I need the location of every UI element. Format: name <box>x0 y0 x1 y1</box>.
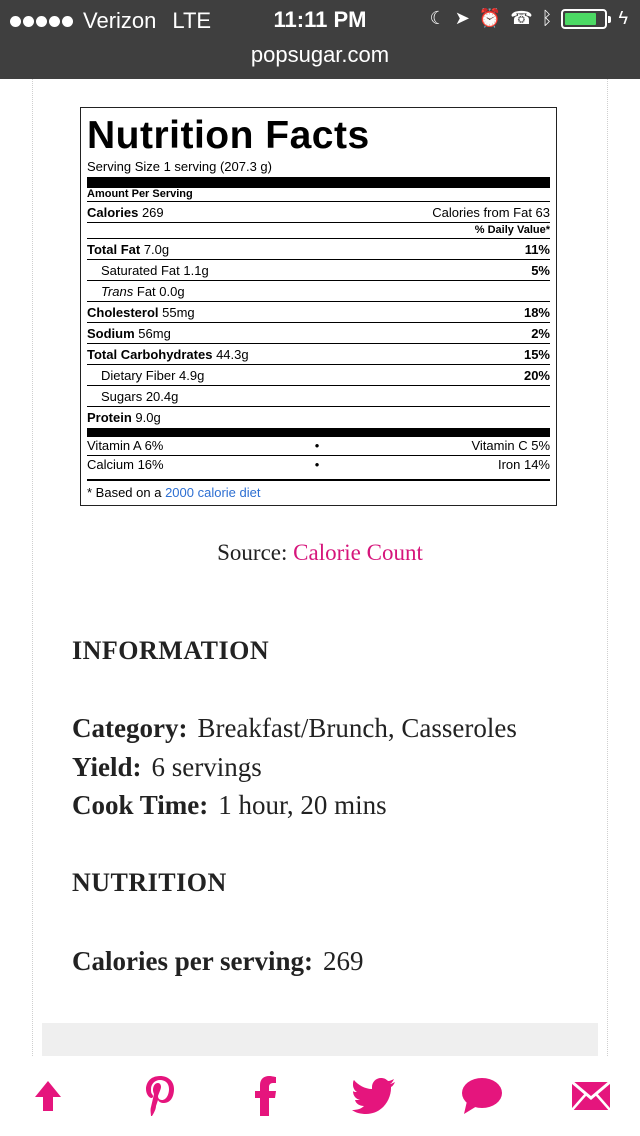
source-line <box>0 540 640 566</box>
nutrient-value: 55mg <box>162 304 195 320</box>
twitter-icon[interactable] <box>348 1070 400 1122</box>
nutrient-row <box>87 365 550 386</box>
nutrient-value: 4.9g <box>179 367 205 383</box>
nutrient-value: 44.3g <box>216 346 249 362</box>
nutrient-value: 1.1g <box>183 262 209 278</box>
nutrient-row <box>87 386 550 407</box>
nutrition-facts-label <box>80 107 557 506</box>
nutrient-row <box>87 260 550 281</box>
calories-per-serving-value: 269 <box>322 946 364 976</box>
category-label: Category: <box>72 713 188 743</box>
calories-label: Calories <box>87 204 139 220</box>
carrier-name: Verizon <box>83 8 157 33</box>
amount-per-serving: Amount Per Serving <box>87 188 550 202</box>
moon-icon: ☾ <box>429 8 446 28</box>
information-heading: INFORMATION <box>72 636 270 665</box>
nutrient-value: 56mg <box>138 325 171 341</box>
arrow-up-icon[interactable] <box>22 1070 74 1122</box>
nutrition-facts-title: Nutrition Facts <box>87 114 370 157</box>
vitamin-right: Vitamin C 5% <box>471 438 550 453</box>
nutrient-label: Sugars <box>101 388 143 404</box>
nutrient-value: 9.0g <box>135 410 161 425</box>
divider-thick <box>87 428 550 437</box>
vitamin-separator: • <box>314 438 320 453</box>
vitamin-left: Calcium 16% <box>87 457 164 472</box>
nutrient-row <box>87 407 550 428</box>
location-arrow-icon: ➤ <box>454 8 470 28</box>
nutrient-row <box>87 281 550 302</box>
nutrient-row <box>87 344 550 365</box>
browser-top-bar <box>0 0 640 79</box>
nutrient-label: Saturated Fat <box>101 262 180 278</box>
share-bar <box>0 1056 640 1136</box>
vitamin-row <box>87 437 550 456</box>
calories-per-serving-line <box>72 946 363 977</box>
comment-icon[interactable] <box>456 1070 508 1122</box>
nutrient-label: Trans <box>101 283 134 299</box>
charging-icon: ϟ <box>618 8 628 28</box>
nutrient-row <box>87 323 550 344</box>
daily-value-header: % Daily Value* <box>87 223 550 239</box>
battery-icon <box>561 9 607 29</box>
cook-time-label: Cook Time: <box>72 790 209 820</box>
nutrient-value: 20.4g <box>145 388 179 404</box>
category-line <box>72 713 517 744</box>
yield-line <box>72 752 262 783</box>
alarm-icon: ⏰ <box>478 8 502 28</box>
footnote-text: * Based on a <box>87 485 162 500</box>
vitamin-row <box>87 456 550 475</box>
serving-size: Serving Size 1 serving (207.3 g) <box>87 159 272 174</box>
yield-label: Yield: <box>72 752 142 782</box>
source-link[interactable]: Calorie Count <box>293 540 423 565</box>
calories-from-fat: Calories from Fat 63 <box>432 204 550 220</box>
nutrient-label: Dietary Fiber <box>101 367 176 383</box>
nutrient-dv: 2% <box>531 325 550 341</box>
status-time: 11:11 PM <box>273 7 367 32</box>
nutrition-heading: NUTRITION <box>72 868 227 897</box>
cook-time-value: 1 hour, 20 mins <box>218 790 387 820</box>
nutrient-row <box>87 302 550 323</box>
vitamin-separator: • <box>314 457 320 472</box>
nutrient-label: Cholesterol <box>87 304 159 320</box>
calories-per-serving-label: Calories per serving: <box>72 946 313 976</box>
nutrient-value: Fat 0.0g <box>136 283 185 299</box>
nutrient-dv: 5% <box>531 262 550 278</box>
source-label: Source: <box>217 540 288 565</box>
cook-time-line <box>72 790 387 821</box>
nutrient-label: Total Fat <box>87 241 141 257</box>
nutrient-dv: 18% <box>523 304 550 320</box>
category-value: Breakfast/Brunch, Casseroles <box>197 713 517 743</box>
nutrient-dv: 11% <box>524 241 550 257</box>
mail-icon[interactable] <box>565 1070 617 1122</box>
nutrition-footnote <box>87 479 550 503</box>
nutrient-label: Total Carbohydrates <box>87 346 213 362</box>
vitamin-right: Iron 14% <box>497 457 550 472</box>
calories-row <box>87 202 550 223</box>
nutrient-label: Sodium <box>87 325 135 341</box>
nutrient-label: Protein <box>87 410 132 425</box>
status-bar <box>0 0 640 40</box>
system-icons <box>430 8 628 29</box>
nutrient-value: 7.0g <box>143 241 170 257</box>
vitamin-left: Vitamin A 6% <box>87 438 164 453</box>
nutrient-dv: 15% <box>523 346 550 362</box>
nutrient-dv: 20% <box>523 367 550 383</box>
content-placeholder-box <box>42 1023 598 1056</box>
calorie-diet-link[interactable]: 2000 calorie diet <box>165 485 261 500</box>
calories-value: 269 <box>141 204 164 220</box>
nutrient-row <box>87 239 550 260</box>
bluetooth-icon: ᛒ <box>541 8 553 28</box>
facebook-icon[interactable] <box>240 1070 292 1122</box>
divider-thick <box>87 177 550 188</box>
tty-icon: ☎ <box>510 8 533 28</box>
yield-value: 6 servings <box>151 752 262 782</box>
network-type: LTE <box>172 8 212 33</box>
url-bar[interactable]: popsugar.com <box>250 42 390 67</box>
pinterest-icon[interactable] <box>134 1070 186 1122</box>
